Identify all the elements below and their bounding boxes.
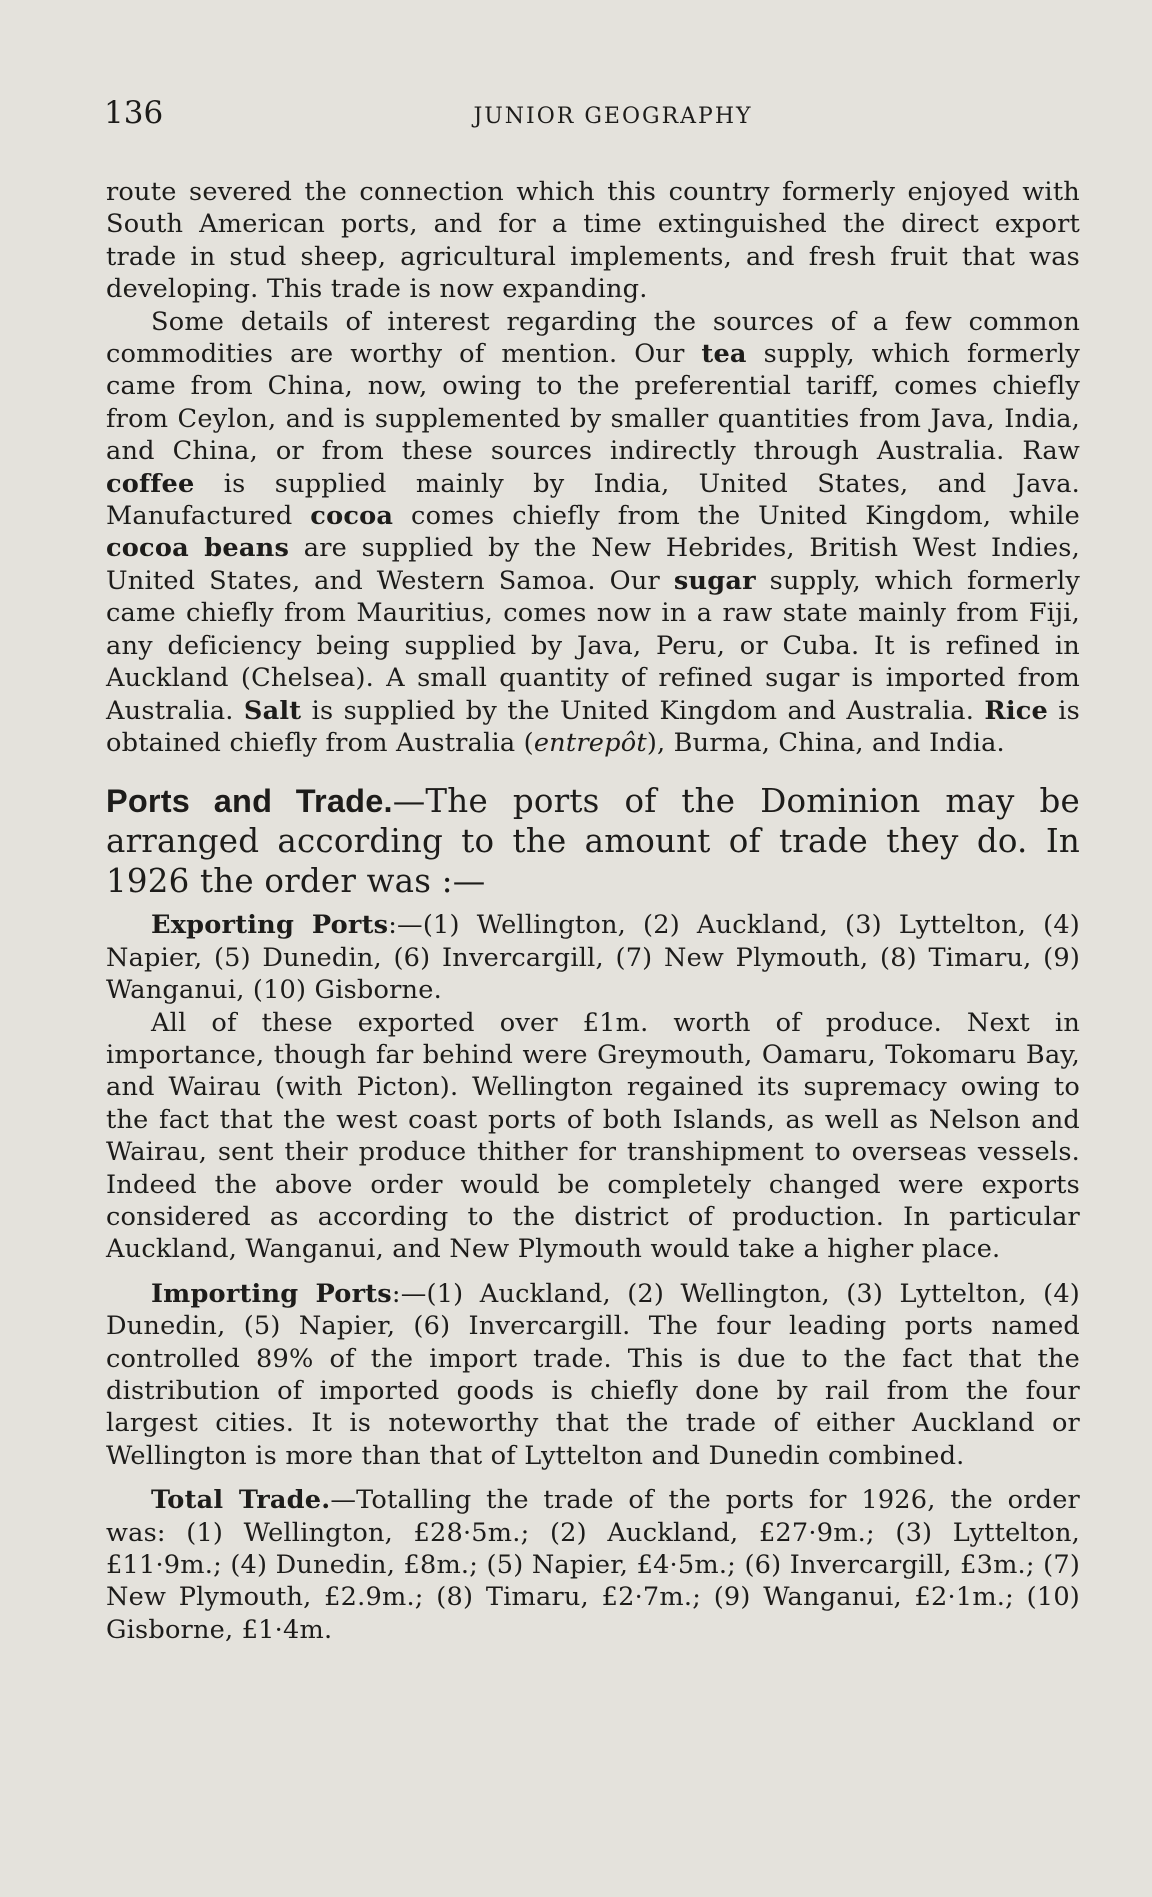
body-text [106, 176, 1080, 1646]
paragraph-exporting-ports [106, 909, 1080, 1006]
keyword-cocoa-beans: cocoa beans [106, 533, 290, 564]
keyword-tea: tea [701, 339, 747, 370]
keyword-sugar: sugar [673, 565, 756, 596]
importing-ports-label: Importing Ports [151, 1278, 392, 1309]
text-run: ), Burma, China, and India. [646, 727, 1005, 758]
page-header [104, 95, 1082, 139]
section-intro-text: —The ports of the Dominion may be arranged according to the amount of trade they do. In 1926 the order was :— [106, 782, 1080, 901]
importing-ports-text: :—(1) Auckland, (2) Wellington, (3) Lyttelton, (4) Dunedin, (5) Napier, (6) Invercargill. The four leading ports named controlled 89% of the import trade. This is due to the fact that the distribution of imported goods is chiefly done by rail from the four largest cities. It is noteworthy that the trade of either Auckland or Wellington is more than that of Lyttelton and Dunedin combined. [106, 1278, 1080, 1471]
paragraph-trade-route [106, 176, 1080, 306]
paragraph-export-note [106, 1007, 1080, 1266]
keyword-cocoa: cocoa [310, 501, 394, 532]
keyword-coffee: coffee [106, 468, 195, 499]
text-run: comes chiefly from the United Kingdom, while [393, 501, 1081, 532]
text-run: is supplied mainly by India, United States, and Java. Manufactured [106, 468, 1080, 532]
keyword-salt: Salt [243, 695, 302, 726]
italic-entrepot: entrepôt [533, 727, 647, 758]
export-note-text: All of these exported over £1m. worth of produce. Next in importance, though far behind were Greymouth, Oamaru, Tokomaru Bay, and Wairau (with Picton). Wellington regained its supremacy owing to the fact that the west coast ports of both Islands, as well as Nelson and Wairau, sent their produce thither for transhipment to overseas vessels. Indeed the above order would be completely changed were exports considered as according to the district of production. In particular Auckland, Wanganui, and New Plymouth would take a higher place. [106, 1007, 1080, 1265]
paragraph-total-trade [106, 1484, 1080, 1646]
text-run: supply, which formerly came from China, now, owing to the preferential tariff, comes chiefly from Ceylon, and is supplemented by smaller quantities from Java, India, and China, or from these sources indirectly through Australia. Raw [106, 339, 1080, 467]
exporting-ports-text: :—(1) Wellington, (2) Auckland, (3) Lyttelton, (4) Napier, (5) Dunedin, (6) Invercargill, (7) New Plymouth, (8) Timaru, (9) Wanganui, (10) Gisborne. [106, 910, 1080, 1006]
paragraph-text: route severed the connection which this country formerly enjoyed with South American ports, and for a time extinguished the direct export trade in stud sheep, agricultural implements, and fresh fruit that was developing. This trade is now expanding. [106, 177, 1080, 305]
text-run: supply, which formerly came chiefly from Mauritius, comes now in a raw state mainly from Fiji, any deficiency being supplied by Java, Peru, or Cuba. It is refined in Auckland (Chelsea). A small quantity of refined sugar is imported from Australia. [106, 565, 1080, 726]
text-run: is obtained chiefly from Australia ( [106, 695, 1081, 758]
total-trade-text: —Totalling the trade of the ports for 1926, the order was: (1) Wellington, £28·5m.; (2) Auckland, £27·9m.; (3) Lyttelton, £11·9m.; (4) Dunedin, £8m.; (5) Napier, £4·5m.; (6) Invercargill, £3m.; (7) New Plymouth, £2.9m.; (8) Timaru, £2·7m.; (9) Wanganui, £2·1m.; (10) Gisborne, £1·4m. [106, 1485, 1080, 1645]
section-heading: Ports and Trade. [106, 783, 393, 820]
text-run: is supplied by the United Kingdom and Australia. [301, 695, 985, 726]
text-run: Some details of interest regarding the sources of a few common commodities are worthy of mention. Our [106, 306, 1080, 370]
keyword-rice: Rice [984, 695, 1049, 726]
paragraph-importing-ports [106, 1278, 1080, 1472]
section-ports-and-trade [106, 781, 1080, 901]
total-trade-label: Total Trade. [151, 1485, 331, 1516]
running-title: JUNIOR GEOGRAPHY [473, 104, 753, 129]
page-number: 136 [104, 95, 164, 131]
paragraph-commodities [106, 306, 1080, 760]
text-run: are supplied by the New Hebrides, British West Indies, United States, and Western Samoa. Our [106, 533, 1080, 596]
exporting-ports-label: Exporting Ports [151, 910, 389, 941]
